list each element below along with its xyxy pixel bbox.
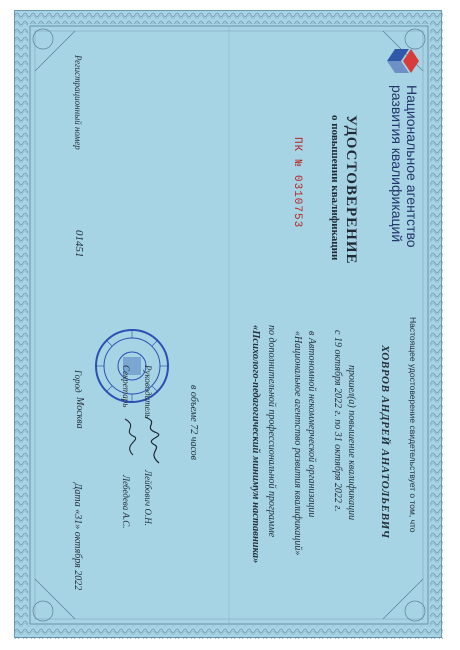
agency-logo-icon bbox=[381, 43, 421, 79]
serial-number: ПК № 0310753 bbox=[291, 137, 303, 229]
body-line-3: в Автономной некоммерческой организации bbox=[306, 331, 317, 518]
city-label: Город bbox=[73, 370, 83, 393]
secretary-signature-icon bbox=[119, 417, 141, 457]
body-line-2: с 19 октября 2022 г. по 31 октября 2022 г. bbox=[332, 330, 343, 512]
intro-text: Настоящее удостоверение свидетельствует о том, что bbox=[408, 317, 418, 533]
certificate-content bbox=[33, 25, 433, 625]
city-name: Москва bbox=[74, 397, 85, 429]
official-stamp-icon bbox=[93, 327, 171, 408]
person-name: ХОВРОВ АНДРЕЙ АНАТОЛЬЕВИЧ bbox=[379, 345, 391, 539]
issue-date: Дата «31» октября 2022 bbox=[72, 483, 83, 591]
registration-label: Регистрационный номер bbox=[73, 55, 83, 150]
head-signature-icon bbox=[139, 415, 165, 465]
hours-text: в объеме 72 часов bbox=[188, 385, 199, 460]
document-subtitle: о повышении квалификации bbox=[329, 115, 341, 261]
secretary-label: Секретарь bbox=[121, 365, 131, 408]
agency-name-line2: развития квалификаций bbox=[389, 85, 405, 243]
certificate-sheet bbox=[14, 10, 442, 638]
registration-number: 01451 bbox=[73, 230, 85, 258]
body-line-1: прошел(а) повышение квалификации bbox=[346, 365, 357, 521]
document-title: УДОСТОВЕРЕНИЕ bbox=[343, 115, 359, 265]
secretary-name: Лебедева А.С. bbox=[121, 475, 131, 529]
head-name: Лейбович О.Н. bbox=[143, 470, 153, 526]
body-line-5: по дополнительной профессиональной программе bbox=[266, 325, 277, 538]
agency-name-line1: Национальное агентство bbox=[404, 85, 420, 248]
head-label: Руководитель bbox=[143, 365, 153, 419]
body-line-4: «Национальное агентство развития квалификаций» bbox=[292, 331, 303, 556]
program-name: «Психолого-педагогический минимум наставника» bbox=[250, 325, 261, 564]
agency-name bbox=[389, 85, 419, 248]
